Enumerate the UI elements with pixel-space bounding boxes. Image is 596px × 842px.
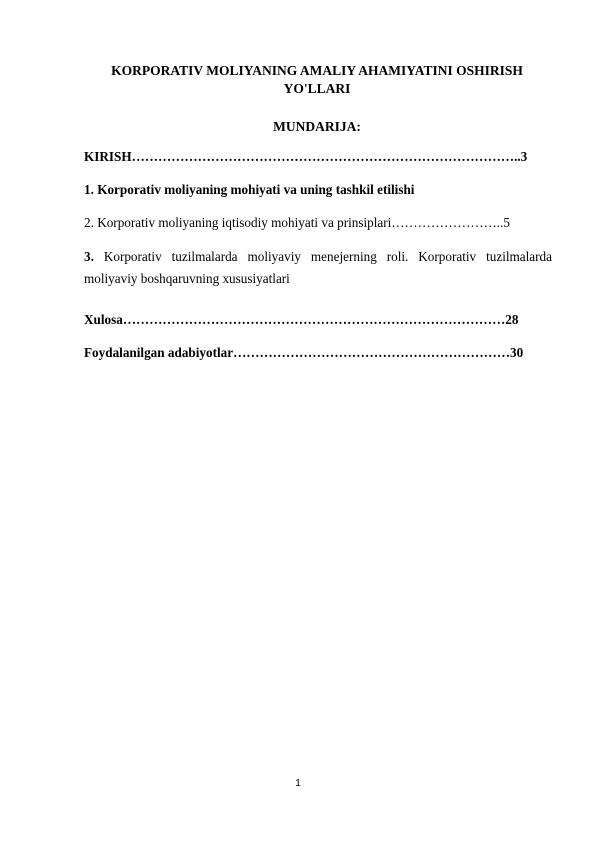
document-title-line-1: KORPORATIV MOLIYANING AMALIY AHAMIYATINI OSHIRISH [111,63,523,78]
document-title-line-2: YO'LLARI [283,81,351,96]
toc-entry-section-3-continuation: moliyaviy boshqaruvning xususiyatlari [84,271,290,286]
toc-entry-xulosa: Xulosa……………………………………………………………………………28 [84,312,519,327]
toc-entry-section-3 [84,248,552,266]
toc-heading: MUNDARIJA: [273,119,361,134]
toc-entry-adabiyotlar: Foydalanilgan adabiyotlar………………………………………………………30 [84,345,524,360]
toc-entry-kirish: KIRISH……………………………………………………………………………..3 [84,149,528,164]
toc-entry-section-3-text: Korporativ tuzilmalarda moliyaviy menejerning roli. Korporativ tuzilmalarda [93,249,552,264]
toc-entry-section-3-number: 3. [84,249,94,264]
toc-entry-section-2: 2. Korporativ moliyaning iqtisodiy mohiyati va prinsiplari……………………..5 [84,215,510,230]
toc-entry-section-1: 1. Korporativ moliyaning mohiyati va uning tashkil etilishi [84,182,415,197]
page-number: 1 [295,778,301,789]
